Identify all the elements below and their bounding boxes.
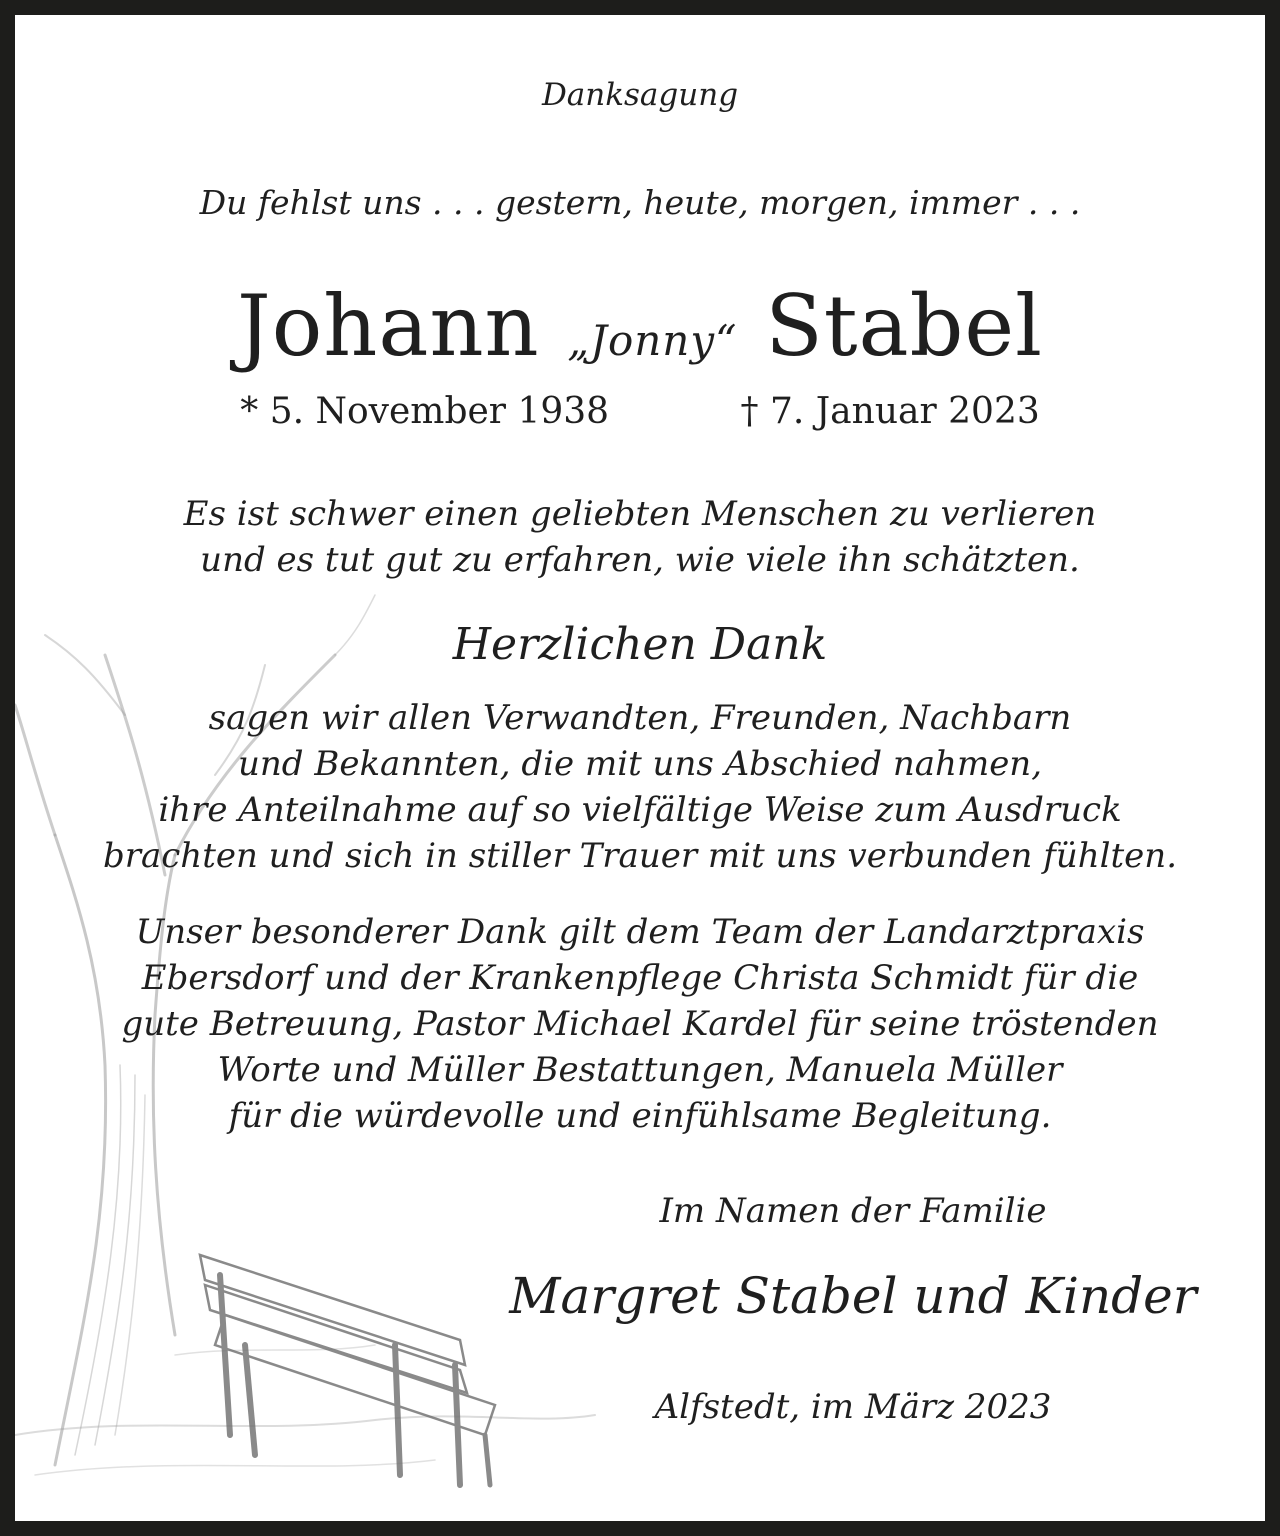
text-line: Unser besonderer Dank gilt dem Team der Landarztpraxis: [135, 912, 1145, 952]
text-line: brachten und sich in stiller Trauer mit uns verbunden fühlten.: [102, 836, 1178, 876]
text-line: ihre Anteilnahme auf so vielfältige Weise zum Ausdruck: [158, 790, 1122, 830]
text-line: Es ist schwer einen geliebten Menschen zu verlieren: [183, 494, 1097, 534]
last-name: Stabel: [765, 277, 1043, 375]
text-line: gute Betreuung, Pastor Michael Kardel für seine tröstenden: [121, 1004, 1159, 1044]
text-line: Worte und Müller Bestattungen, Manuela Müller: [217, 1050, 1063, 1090]
death-date: † 7. Januar 2023: [740, 391, 1040, 432]
life-dates: [15, 391, 1265, 432]
text-line: und es tut gut zu erfahren, wie viele ihn schätzten.: [200, 540, 1080, 580]
birth-date: * 5. November 1938: [240, 391, 610, 432]
text-line: und Bekannten, die mit uns Abschied nahmen,: [237, 744, 1043, 784]
first-name: Johann: [237, 277, 540, 375]
intro-text: [15, 491, 1265, 583]
special-thanks-text: [15, 909, 1265, 1139]
text-line: Ebersdorf und der Krankenpflege Christa Schmidt für die: [141, 958, 1139, 998]
thanks-text: [15, 695, 1265, 879]
motto: Du fehlst uns . . . gestern, heute, morgen, immer . . .: [199, 183, 1081, 222]
on-behalf: Im Namen der Familie: [659, 1191, 1047, 1231]
deceased-name: [15, 277, 1265, 375]
signers: Margret Stabel und Kinder: [509, 1267, 1197, 1325]
notice-heading: Danksagung: [541, 77, 739, 113]
text-line: für die würdevolle und einfühlsame Begleitung.: [228, 1096, 1052, 1136]
thanks-heading: Herzlichen Dank: [452, 619, 828, 670]
nickname: „Jonny“: [567, 316, 738, 365]
text-line: sagen wir allen Verwandten, Freunden, Nachbarn: [208, 698, 1072, 738]
place-date: Alfstedt, im März 2023: [654, 1387, 1052, 1427]
